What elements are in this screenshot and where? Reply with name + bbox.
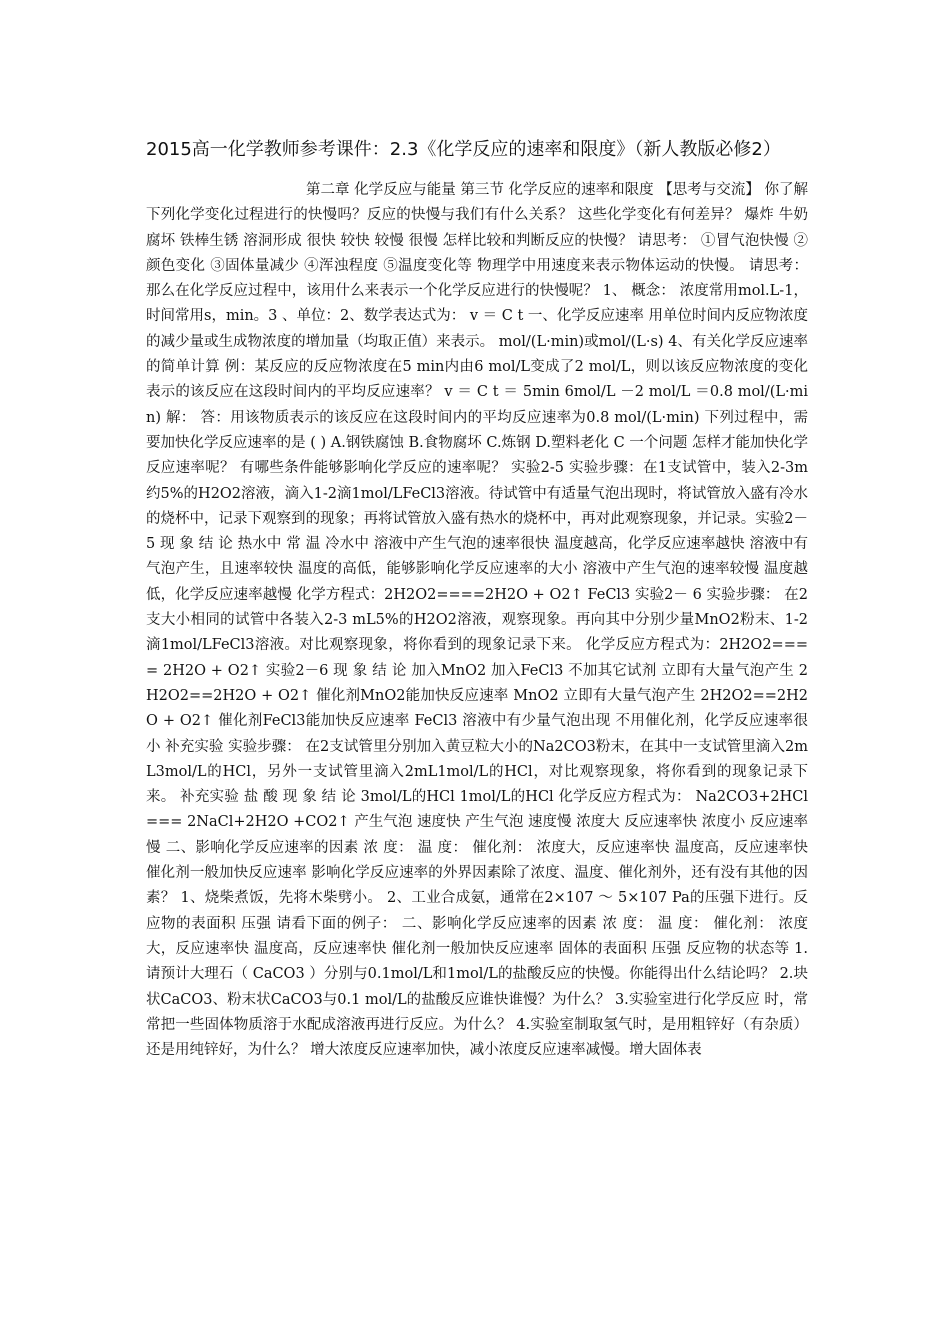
body-paragraph (146, 178, 808, 1063)
document-body (146, 178, 808, 1063)
body-text: 第二章 化学反应与能量 第三节 化学反应的速率和限度 【思考与交流】 你了解下列化学变化过程进行的快慢吗？反应的快慢与我们有什么关系？ 这些化学变化有何差异？ 爆炸 牛奶腐坏 铁棒生锈 溶洞形成 很快 较快 较慢 很慢 怎样比较和判断反应的快慢？ 请思考： ①冒气泡快慢 ②颜色变化 ③固体量减少 ④浑浊程度 ⑤温度变化等 物理学中用速度来表示物体运动的快慢。 请思考： 那么在化学反应过程中，该用什么来表示一个化学反应进行的快慢呢？ 1、 概念： 浓度常用mol.L-1，时间常用s，min。3 、单位：2、数学表达式为： v ＝ C t 一、化学反应速率 用单位时间内反应物浓度的减少量或生成物浓度的增加量（均取正值）来表示。 mol/(L·min)或mol/(L·s) 4、有关化学反应速率的简单计算 例：某反应的反应物浓度在5 min内由6 mol/L变成了2 mol/L，则以该反应物浓度的变化表示的该反应在这段时间内的平均反应速率？ v ＝ C t ＝ 5min 6mol/L －2 mol/L ＝0.8 mol/(L·min) 解： 答：用该物质表示的该反应在这段时间内的平均反应速率为0.8 mol/(L·min) 下列过程中，需要加快化学反应速率的是 ( ) A.钢铁腐蚀 B.食物腐坏 C.炼钢 D.塑料老化 C 一个问题 怎样才能加快化学反应速率呢？ 有哪些条件能够影响化学反应的速率呢？ 实验2-5 实验步骤：在1支试管中，装入2-3m约5%的H2O2溶液，滴入1-2滴1mol/LFeCl3溶液。待试管中有适量气泡出现时，将试管放入盛有冷水的烧杯中，记录下观察到的现象；再将试管放入盛有热水的烧杯中，再对此观察现象，并记录。实验2－5 现 象 结 论 热水中 常 温 冷水中 溶液中产生气泡的速率很快 温度越高，化学反应速率越快 溶液中有气泡产生，且速率较快 温度的高低，能够影响化学反应速率的大小 溶液中产生气泡的速率较慢 温度越低，化学反应速率越慢 化学方程式：2H2O2====2H2O + O2↑ FeCl3 实验2－ 6 实验步骤： 在2支大小相同的试管中各装入2-3 mL5%的H2O2溶液，观察现象。再向其中分别少量MnO2粉末、1-2滴1mol/LFeCl3溶液。对比观察现象，将你看到的现象记录下来。 化学反应方程式为：2H2O2==== 2H2O + O2↑ 实验2－6 现 象 结 论 加入MnO2 加入FeCl3 不加其它试剂 立即有大量气泡产生 2H2O2==2H2O + O2↑ 催化剂MnO2能加快反应速率 MnO2 立即有大量气泡产生 2H2O2==2H2O + O2↑ 催化剂FeCl3能加快反应速率 FeCl3 溶液中有少量气泡出现 不用催化剂，化学反应速率很小 补充实验 实验步骤： 在2支试管里分别加入黄豆粒大小的Na2CO3粉末，在其中一支试管里滴入2mL3mol/L的HCl，另外一支试管里滴入2mL1mol/L的HCl，对比观察现象，将你看到的现象记录下来。 补充实验 盐 酸 现 象 结 论 3mol/L的HCl 1mol/L的HCl 化学反应方程式为： Na2CO3+2HCl=== 2NaCl+2H2O +CO2↑ 产生气泡 速度快 产生气泡 速度慢 浓度大 反应速率快 浓度小 反应速率慢 二、影响化学反应速率的因素 浓 度： 温 度： 催化剂： 浓度大，反应速率快 温度高，反应速率快 催化剂一般加快反应速率 影响化学反应速率的外界因素除了浓度、温度、催化剂外，还有没有其他的因素？ 1、烧柴煮饭，先将木柴劈小。 2、工业合成氨，通常在2×107 ～ 5×107 Pa的压强下进行。反应物的表面积 压强 请看下面的例子： 二、影响化学反应速率的因素 浓 度： 温 度： 催化剂： 浓度大，反应速率快 温度高，反应速率快 催化剂一般加快反应速率 固体的表面积 压强 反应物的状态等 1.请预计大理石（ CaCO3 ）分别与0.1mol/L和1mol/L的盐酸反应的快慢。你能得出什么结论吗？ 2.块状CaCO3、粉末状CaCO3与0.1 mol/L的盐酸反应谁快谁慢？为什么？ 3.实验室进行化学反应 时，常常把一些固体物质溶于水配成溶液再进行反应。为什么？ 4.实验室制取氢气时，是用粗锌好（有杂质）还是用纯锌好，为什么？ 增大浓度反应速率加快，减小浓度反应速率减慢。增大固体表 (146, 182, 808, 1059)
document-title: 2015高一化学教师参考课件：2.3《化学反应的速率和限度》（新人教版必修2） (146, 139, 781, 160)
